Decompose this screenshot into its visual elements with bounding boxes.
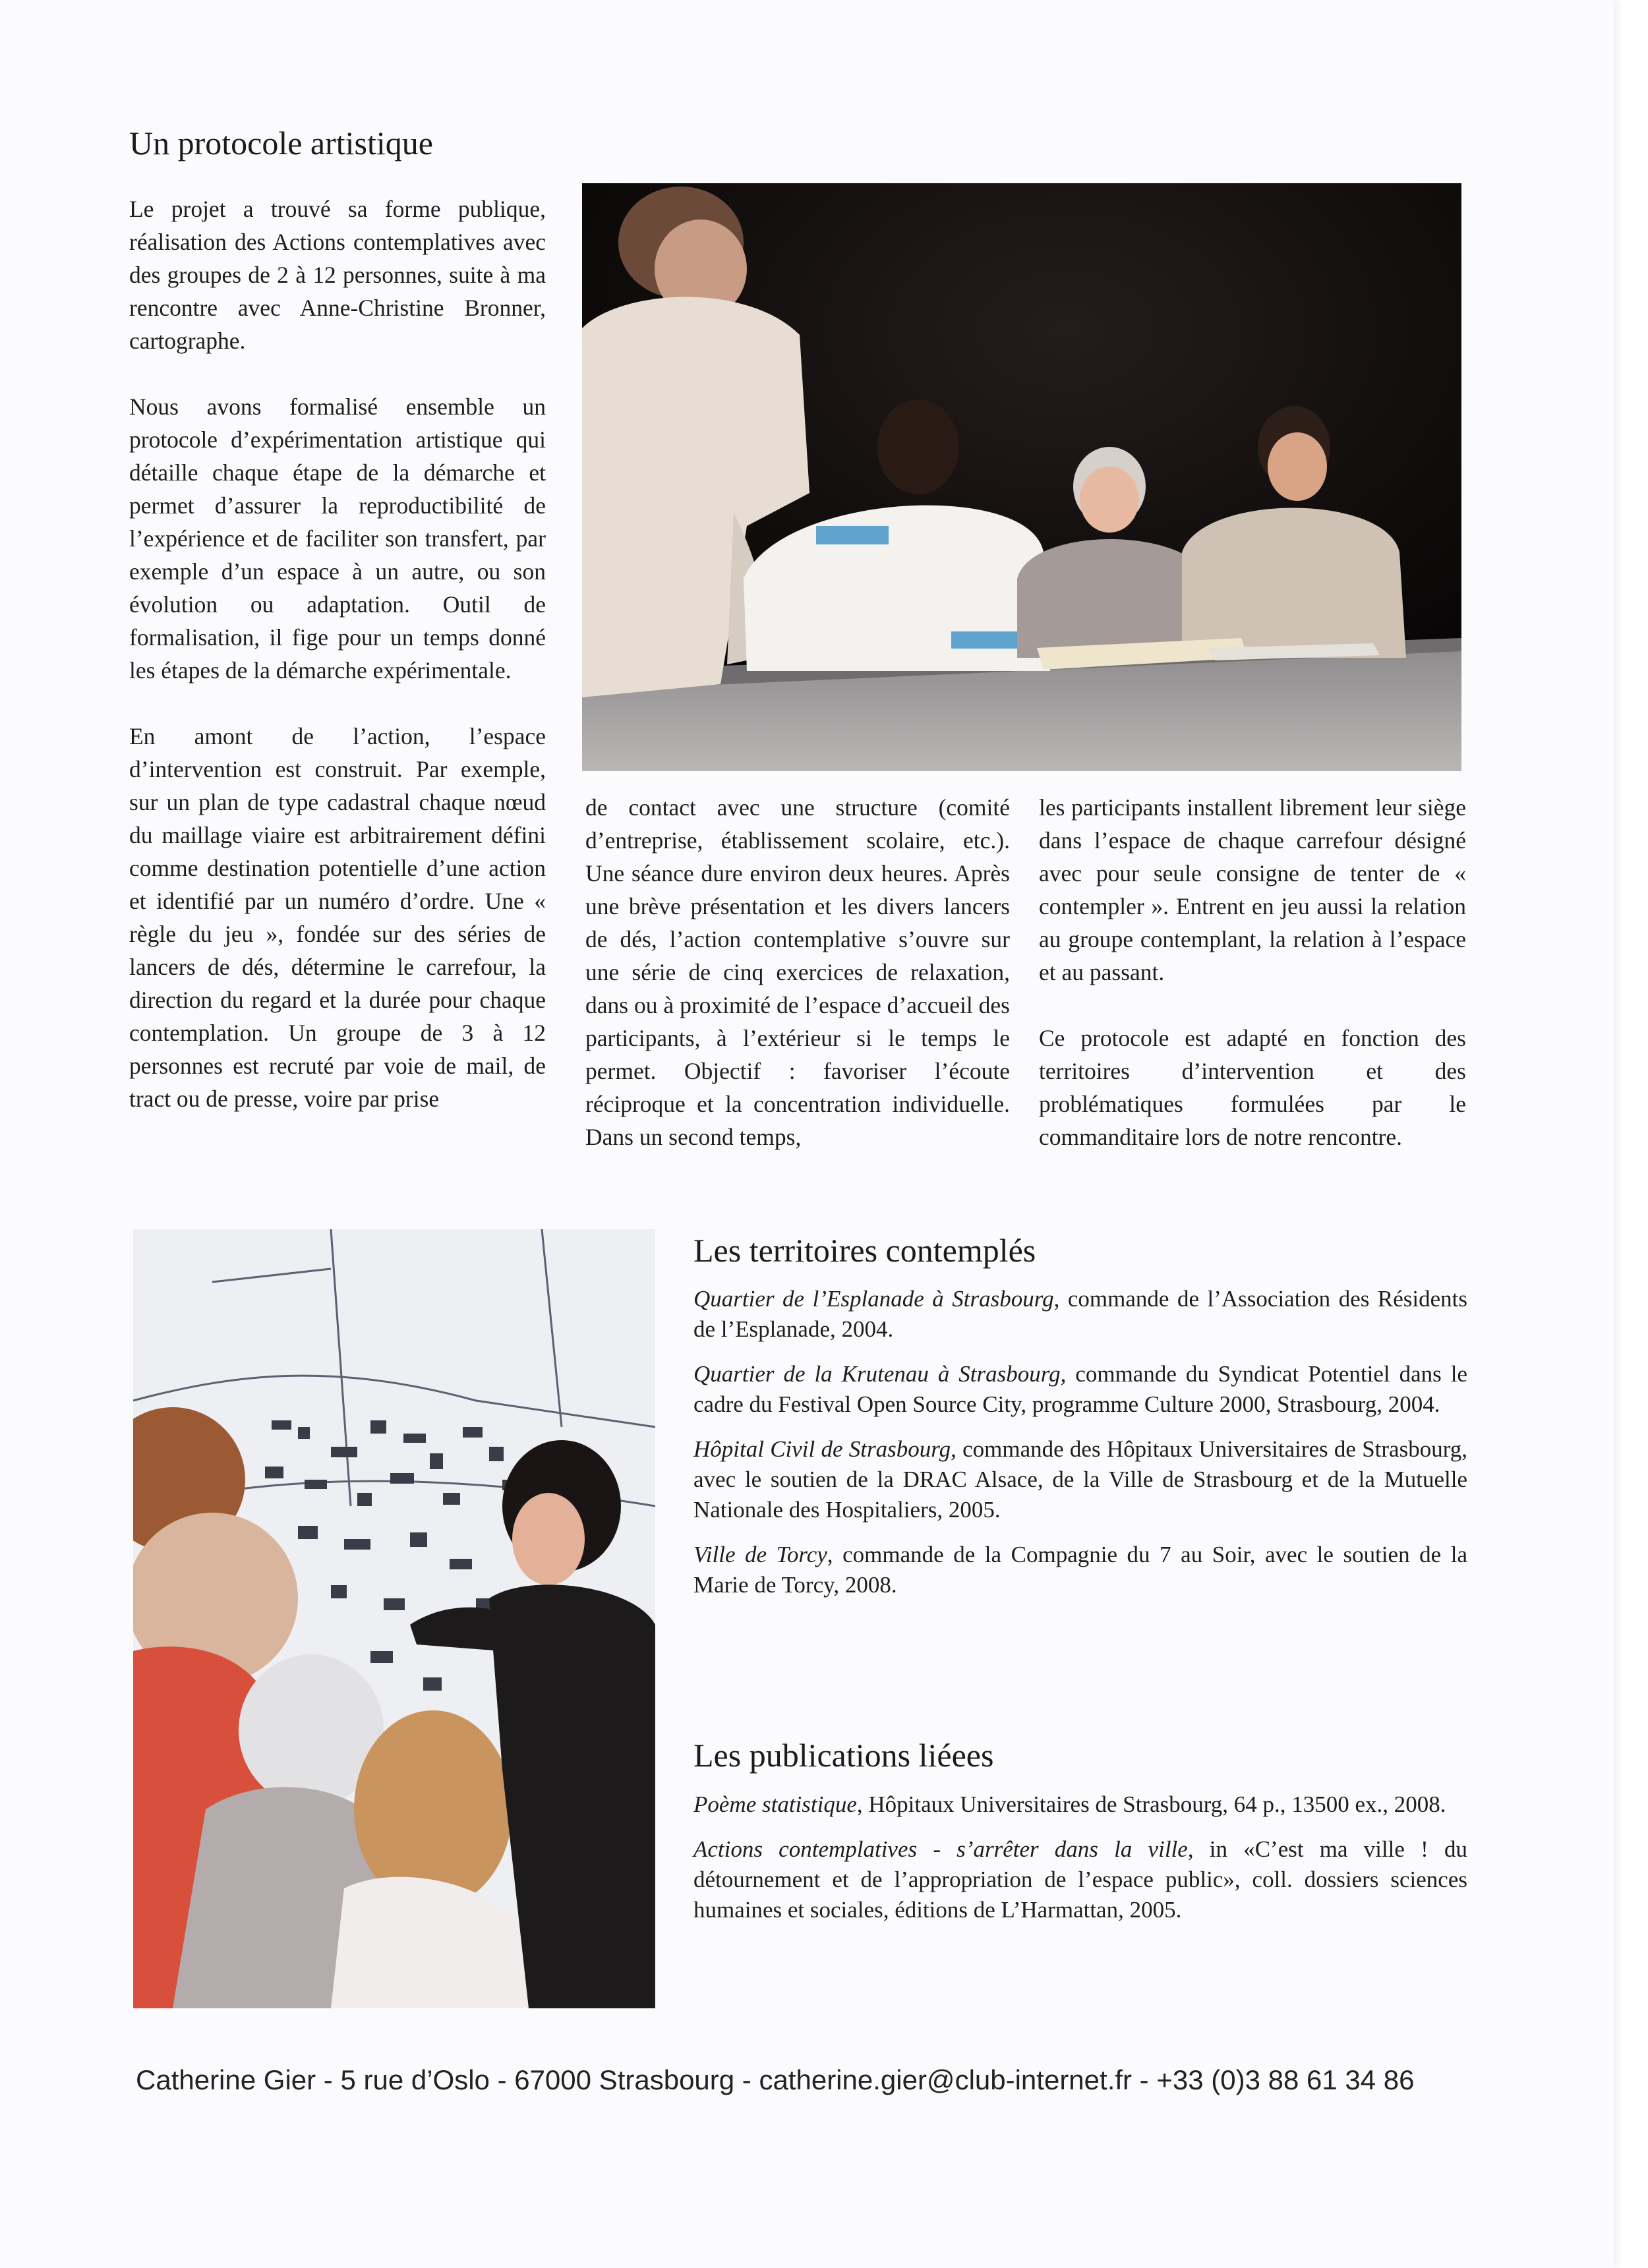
publications-list: [693, 1789, 1467, 1940]
list-item: [693, 1789, 1467, 1820]
paragraph: Ce protocole est adapté en fonction des territoires d’intervention et des problématiques formulées par le commanditaire lors de notre rencontre.: [1039, 1025, 1466, 1150]
item-title: Ville de Torcy: [693, 1542, 827, 1567]
item-title: Poème statistique: [693, 1791, 857, 1817]
paragraph: de contact avec une structure (comité d’entreprise, établissement scolaire, etc.). Une séance dure environ deux heures. Après une brève présentation et les divers lancers de dés, l’action contemplative s’ouvre sur une série de cinq exercices de relaxation, dans ou à proximité de l’espace d’accueil des participants, à l’extérieur si le temps le permet. Objectif : favoriser l’écoute réciproque et la concentration individuelle. Dans un second temps,: [585, 794, 1010, 1150]
item-title: Quartier de l’Esplanade à Strasbourg: [693, 1286, 1054, 1312]
territories-list: [693, 1284, 1467, 1615]
left-column: [129, 192, 546, 1115]
paragraph: En amont de l’action, l’espace d’intervention est construit. Par exemple, sur un plan de type cadastral chaque nœud du maillage viaire est arbitrairement défini comme destination potentielle d’une action et identifié par un numéro d’ordre. Une « règle du jeu », fondée sur des séries de lancers de dés, détermine le carrefour, la direction du regard et la durée pour chaque contemplation. Un groupe de 3 à 12 personnes est recruté par voie de mail, de tract ou de presse, voire par prise: [129, 723, 546, 1112]
paragraph: Le projet a trouvé sa forme publique, réalisation des Actions contemplatives avec des groupes de 2 à 12 personnes, suite à ma rencontre avec Anne-Christine Bronner, cartographe.: [129, 196, 546, 354]
item-text: , commande du Syndicat Potentiel dans le cadre du Festival Open Source City, programme Culture 2000, Strasbourg, 2004.: [693, 1361, 1467, 1417]
list-item: [693, 1834, 1467, 1925]
list-item: [693, 1434, 1467, 1525]
list-item: [693, 1359, 1467, 1420]
list-item: [693, 1540, 1467, 1600]
item-text: , commande de l’Association des Résidents de l’Esplanade, 2004.: [693, 1286, 1467, 1342]
section-title-territories: Les territoires contemplés: [693, 1232, 1036, 1269]
footer-contact: Catherine Gier - 5 rue d’Oslo - 67000 Strasbourg - catherine.gier@club-internet.fr - +33 (0)3 88 61 34 86: [136, 2064, 1415, 2095]
item-text: , in «C’est ma ville ! du détournement et de l’appropriation de l’espace public», coll. dossiers sciences humaines et sociales, éditions de L’Harmattan, 2005.: [693, 1836, 1467, 1923]
section-title-protocol: Un protocole artistique: [129, 125, 433, 161]
section-title-publications: Les publications liéees: [693, 1737, 994, 1774]
item-title: Hôpital Civil de Strasbourg: [693, 1436, 951, 1462]
item-text: , Hôpitaux Universitaires de Strasbourg, 64 p., 13500 ex., 2008.: [856, 1791, 1446, 1817]
right-column: [1039, 791, 1466, 1153]
item-text: , commande de la Compagnie du 7 au Soir, avec le soutien de la Marie de Torcy, 2008.: [693, 1542, 1468, 1598]
middle-column: [585, 791, 1010, 1153]
item-text: , commande des Hôpitaux Universitaires de Strasbourg, avec le soutien de la DRAC Alsace, de la Ville de Strasbourg et de la Mutuelle Nationale des Hospitaliers, 2005.: [693, 1436, 1467, 1523]
workshop-photo: [582, 183, 1461, 771]
map-photo: [133, 1229, 655, 2008]
item-title: Actions contemplatives - s’arrêter dans la ville: [693, 1836, 1188, 1862]
paragraph: Nous avons formalisé ensemble un protocole d’expérimentation artistique qui détaille chaque étape de la démarche et permet d’assurer la reproductibilité de l’expérience et de faciliter son transfert, par exemple d’un espace à un autre, ou son évolution ou adaptation. Outil de formalisation, il fige pour un temps donné les étapes de la démarche expérimentale.: [129, 393, 546, 683]
list-item: [693, 1284, 1467, 1345]
paragraph: les participants installent librement leur siège dans l’espace de chaque carrefour désigné avec pour seule consigne de tenter de « contempler ». Entrent en jeu aussi la relation au groupe contemplant, la relation à l’espace et au passant.: [1039, 794, 1466, 985]
item-title: Quartier de la Krutenau à Strasbourg: [693, 1361, 1061, 1387]
